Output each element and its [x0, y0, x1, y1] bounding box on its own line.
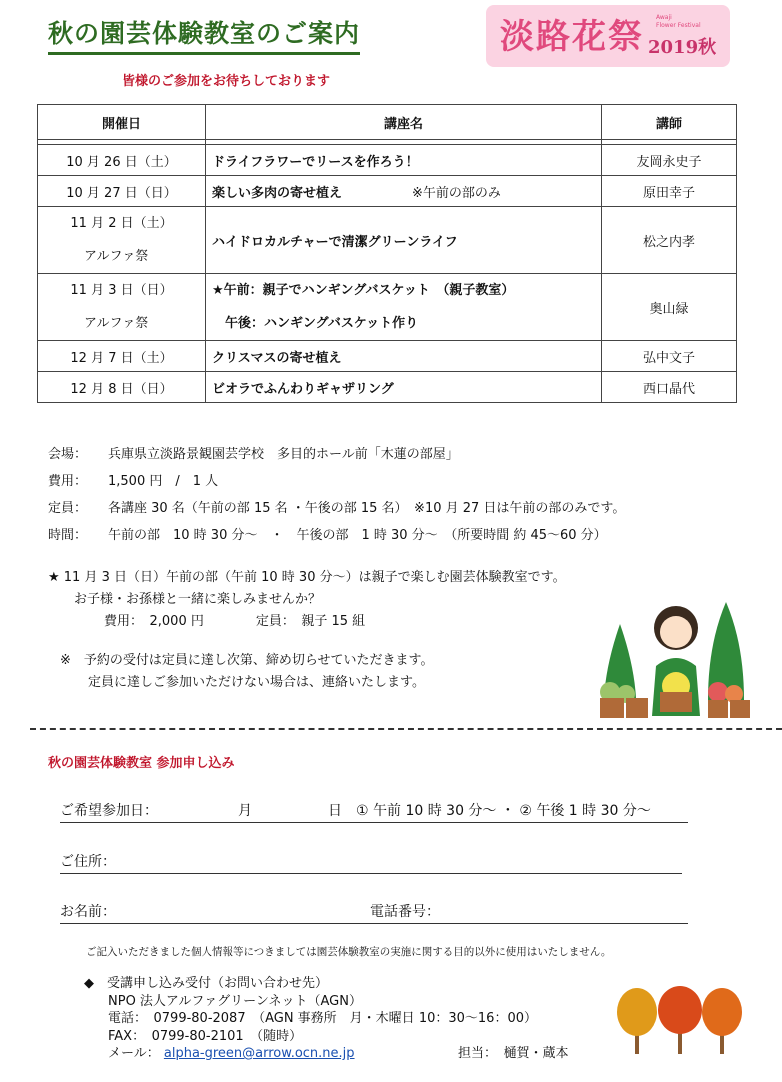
- email-link[interactable]: alpha-green@arrow.ocn.ne.jp: [163, 1046, 355, 1061]
- table-row: [38, 341, 737, 372]
- row-course: ビオラでふんわりギャザリング: [206, 372, 602, 403]
- address-field[interactable]: [60, 851, 682, 874]
- info-fee: 費用： 1,500 円 / 1 人: [48, 474, 219, 489]
- preferred-date-label: ご希望参加日：: [60, 803, 158, 819]
- row-note: ※午前の部のみ: [412, 185, 501, 201]
- subtitle: 皆様のご参加をお待ちしております: [122, 74, 331, 89]
- contact-info: ◆ 受講申し込み受付（お問い合わせ先） NPO 法人アルファグリーンネット（AGN） 電話： 0799-80-2087 （AGN 事務所 月・木曜日 10：30～16：00） FAX： 0799-80-2101 （随時） メール： alpha-green@arrow.ocn.ne.jp 担当： 樋賀・蔵本: [84, 976, 569, 1061]
- schedule-table: [37, 104, 737, 403]
- festival-logo: [486, 5, 730, 67]
- row-course: 楽しい多肉の寄せ植え ※午前の部のみ: [206, 176, 602, 207]
- logo-name: 淡路花祭: [500, 17, 644, 57]
- row-course: クリスマスの寄せ植え: [206, 341, 602, 372]
- table-row: [38, 274, 737, 341]
- row-date: 12 月 7 日（土）: [38, 341, 206, 372]
- privacy-notice: ご記入いただきました個人情報等につきましては園芸体験教室の実施に関する目的以外に使用はいたしません。: [86, 946, 612, 958]
- logo-sub: Awaji Flower Festival: [656, 14, 701, 29]
- session-options: ① 午前 10 時 30 分～ ・ ② 午後 1 時 30 分～: [356, 803, 651, 819]
- row-date: 10 月 27 日（日）: [38, 176, 206, 207]
- info-time: 時間： 午前の部 10 時 30 分～ ・ 午後の部 1 時 30 分～ （所要時間 約 45～60 分）: [48, 528, 607, 543]
- table-row: [38, 372, 737, 403]
- cut-line-divider: [30, 728, 782, 730]
- row-instructor: 西口晶代: [602, 372, 737, 403]
- row-date: 12 月 8 日（日）: [38, 372, 206, 403]
- row-instructor: 松之内孝: [602, 207, 737, 274]
- row-instructor: 友岡永史子: [602, 145, 737, 176]
- page-title: 秋の園芸体験教室のご案内: [48, 14, 360, 55]
- staff-label: 担当： 樋賀・蔵本: [458, 1046, 569, 1061]
- phone-label: 電話番号：: [370, 904, 440, 920]
- gardener-illustration: [596, 594, 756, 722]
- form-title: 秋の園芸体験教室 参加申し込み: [48, 756, 235, 771]
- row-instructor: 原田幸子: [602, 176, 737, 207]
- reservation-note: ※ 予約の受付は定員に達し次第、締め切らせていただきます。 定員に達しご参加いただけない場合は、連絡いたします。: [60, 653, 434, 690]
- name-phone-field[interactable]: [60, 901, 688, 924]
- info-capacity: 定員： 各講座 30 名（午前の部 15 名 ・午後の部 15 名） ※10 月 27 日は午前の部のみです。: [48, 501, 626, 516]
- row-course: ★午前：親子でハンギングバスケット （親子教室） 午後：ハンギングバスケット作り: [206, 274, 602, 341]
- row-course: ドライフラワーでリースを作ろう！: [206, 145, 602, 176]
- table-header-row: [38, 105, 737, 140]
- row-date: 10 月 26 日（土）: [38, 145, 206, 176]
- month-label: 月: [238, 803, 252, 819]
- row-date: 11 月 3 日（日） アルファ祭: [38, 274, 206, 341]
- autumn-trees-illustration: [616, 986, 744, 1056]
- header-course: 講座名: [206, 105, 602, 140]
- table-row: [38, 176, 737, 207]
- table-row: [38, 207, 737, 274]
- parent-child-note: ★ 11 月 3 日（日）午前の部（午前 10 時 30 分～）は親子で楽しむ園芸体験教室です。 お子様・お孫様と一緒に楽しみませんか？ 費用： 2,000 円 定員： 親子 15 組: [48, 570, 566, 629]
- row-date: 11 月 2 日（土） アルファ祭: [38, 207, 206, 274]
- row-course: ハイドロカルチャーで清潔グリーンライフ: [206, 207, 602, 274]
- header-instructor: 講師: [602, 105, 737, 140]
- row-instructor: 弘中文子: [602, 341, 737, 372]
- header-date: 開催日: [38, 105, 206, 140]
- info-venue: 会場： 兵庫県立淡路景観園芸学校 多目的ホール前「木蓮の部屋」: [48, 447, 459, 462]
- name-label: お名前：: [60, 904, 116, 920]
- day-label: 日: [328, 803, 342, 819]
- logo-year: 2019秋: [648, 37, 717, 58]
- preferred-date-field[interactable]: [60, 800, 688, 823]
- address-label: ご住所：: [60, 854, 116, 870]
- row-instructor: 奥山緑: [602, 274, 737, 341]
- table-row: [38, 145, 737, 176]
